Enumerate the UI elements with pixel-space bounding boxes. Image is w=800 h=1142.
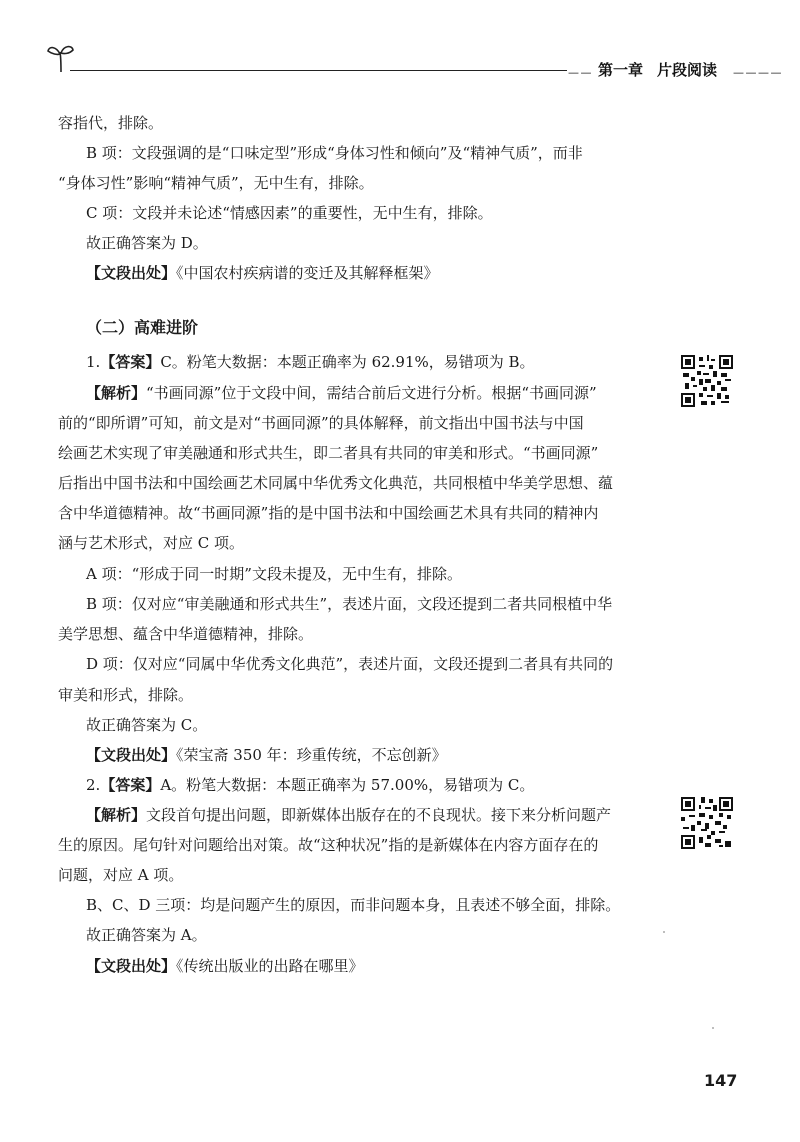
analysis-text: 文段首句提出问题，即新媒体出版存在的不良现状。接下来分析问题产	[146, 806, 612, 824]
section-title: 片段阅读	[657, 61, 718, 79]
text-line: A 项：“形成于同一时期”文段未提及，无中生有，排除。	[86, 565, 462, 583]
source-label: 【文段出处】	[86, 957, 177, 975]
answer-label: 【答案】	[100, 353, 161, 371]
answer-text: C。粉笔大数据：本题正确率为 62.91%，易错项为 B。	[160, 353, 535, 371]
text-line: 审美和形式，排除。	[58, 686, 194, 704]
text-line: C 项：文段并未论述“情感因素”的重要性，无中生有，排除。	[86, 204, 493, 222]
source-line	[86, 956, 364, 976]
answer-text: A。粉笔大数据：本题正确率为 57.00%，易错项为 C。	[160, 776, 535, 794]
analysis-line	[86, 383, 597, 403]
scan-speck	[712, 1027, 714, 1029]
answer-line	[86, 775, 534, 795]
text-line: 问题，对应 A 项。	[58, 866, 184, 884]
text-line: 前的“即所谓”可知，前文是对“书画同源”的具体解释，前文指出中国书法与中国	[58, 414, 584, 432]
text-line: D 项：仅对应“同属中华优秀文化典范”，表述片面，文段还提到二者具有共同的	[86, 655, 614, 673]
text-line: 生的原因。尾句针对问题给出对策。故“这种状况”指的是新媒体在内容方面存在的	[58, 836, 599, 854]
question-number: 1.	[86, 353, 101, 371]
section-heading: （二）高难进阶	[86, 318, 199, 337]
header-dashes-left: — —	[568, 66, 591, 79]
text-line: 故正确答案为 C。	[86, 716, 208, 734]
text-line: 绘画艺术实现了审美融通和形式共生，即二者具有共同的审美和形式。“书画同源”	[58, 444, 599, 462]
question-number: 2.	[86, 776, 101, 794]
source-label: 【文段出处】	[86, 264, 177, 282]
source-title: 《传统出版业的出路在哪里》	[176, 957, 364, 975]
text-line: 故正确答案为 A。	[86, 926, 207, 944]
page-header	[0, 0, 800, 90]
answer-label: 【答案】	[100, 776, 161, 794]
text-line: 后指出中国书法和中国绘画艺术同属中华优秀文化典范，共同根植中华美学思想、蕴	[58, 474, 614, 492]
text-line: 美学思想、蕴含中华道德精神，排除。	[58, 625, 314, 643]
answer-line	[86, 352, 535, 372]
source-line	[86, 745, 447, 765]
text-line: B 项：文段强调的是“口味定型”形成“身体习性和倾向”及“精神气质”，而非	[86, 144, 583, 162]
analysis-label: 【解析】	[86, 384, 147, 402]
page-number: 147	[704, 1071, 738, 1090]
header-dashes-right: — — — —	[733, 66, 781, 79]
source-title: 《荣宝斋 350 年：珍重传统，不忘创新》	[176, 746, 447, 764]
qr-code-icon[interactable]	[681, 355, 733, 407]
text-line: B、C、D 三项：均是问题产生的原因，而非问题本身，且表述不够全面，排除。	[86, 896, 621, 914]
text-line: 涵与艺术形式，对应 C 项。	[58, 534, 245, 552]
qr-code-icon[interactable]	[681, 797, 733, 849]
source-title: 《中国农村疾病谱的变迁及其解释框架》	[176, 264, 439, 282]
header-rule	[70, 70, 567, 71]
chapter-title: 第一章	[598, 61, 644, 79]
analysis-line	[86, 805, 611, 825]
analysis-label: 【解析】	[86, 806, 147, 824]
source-line	[86, 263, 439, 283]
text-line: 故正确答案为 D。	[86, 234, 208, 252]
text-line: “身体习性”影响“精神气质”，无中生有，排除。	[58, 174, 374, 192]
text-line: 容指代，排除。	[58, 114, 164, 132]
source-label: 【文段出处】	[86, 746, 177, 764]
scan-speck	[663, 931, 665, 933]
analysis-text: “书画同源”位于文段中间，需结合前后文进行分析。根据“书画同源”	[146, 384, 597, 402]
text-line: B 项：仅对应“审美融通和形式共生”，表述片面，文段还提到二者共同根植中华	[86, 595, 613, 613]
text-line: 含中华道德精神。故“书画同源”指的是中国书法和中国绘画艺术具有共同的精神内	[58, 504, 599, 522]
